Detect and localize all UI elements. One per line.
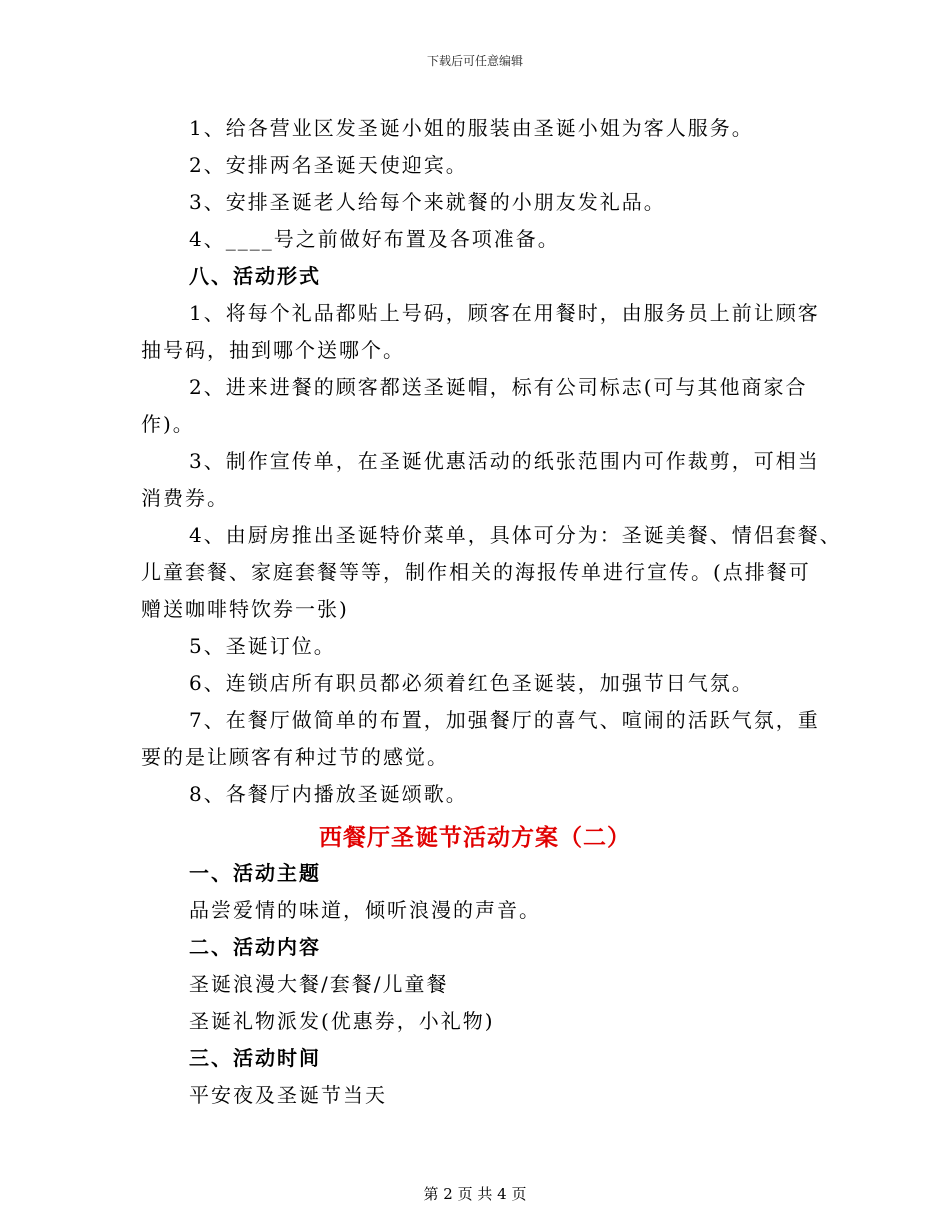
list-item: 1、给各营业区发圣诞小姐的服装由圣诞小姐为客人服务。: [189, 116, 754, 140]
section-heading: 八、活动形式: [189, 264, 321, 288]
paragraph-line: 圣诞浪漫大餐/套餐/儿童餐: [189, 972, 449, 996]
paragraph-line: 7、在餐厅做简单的布置，加强餐厅的喜气、喧闹的活跃气氛，重: [189, 708, 820, 732]
paragraph-line: 要的是让顾客有种过节的感觉。: [141, 745, 449, 769]
paragraph-line: 品尝爱情的味道，倾听浪漫的声音。: [189, 898, 541, 922]
list-item: 3、安排圣诞老人给每个来就餐的小朋友发礼品。: [189, 190, 666, 214]
page-number: 第 2 页 共 4 页: [423, 1185, 527, 1203]
list-item: 2、安排两名圣诞天使迎宾。: [189, 153, 468, 177]
section-heading: 三、活动时间: [189, 1046, 321, 1070]
list-item: 4、____号之前做好布置及各项准备。: [189, 227, 560, 251]
paragraph-line: 消费券。: [141, 486, 229, 510]
paragraph-line: 2、进来进餐的顾客都送圣诞帽，标有公司标志(可与其他商家合: [189, 375, 808, 399]
paragraph-line: 4、由厨房推出圣诞特价菜单，具体可分为：圣诞美餐、情侣套餐、: [189, 523, 842, 547]
paragraph-line: 赠送咖啡特饮券一张): [141, 597, 349, 621]
paragraph-line: 抽号码，抽到哪个送哪个。: [141, 338, 405, 362]
paragraph-line: 6、连锁店所有职员都必须着红色圣诞装，加强节日气氛。: [189, 671, 754, 695]
section-heading: 二、活动内容: [189, 935, 321, 959]
document-title: 西餐厅圣诞节活动方案（二）: [319, 824, 631, 851]
paragraph-line: 5、圣诞订位。: [189, 634, 336, 658]
paragraph-line: 圣诞礼物派发(优惠券，小礼物): [189, 1009, 495, 1033]
page-header: 下载后可任意编辑: [426, 54, 523, 68]
paragraph-line: 儿童套餐、家庭套餐等等，制作相关的海报传单进行宣传。(点排餐可: [141, 560, 811, 584]
paragraph-line: 作)。: [141, 412, 195, 436]
section-heading: 一、活动主题: [189, 861, 321, 885]
paragraph-line: 8、各餐厅内播放圣诞颂歌。: [189, 782, 468, 806]
paragraph-line: 平安夜及圣诞节当天: [189, 1083, 387, 1107]
paragraph-line: 3、制作宣传单，在圣诞优惠活动的纸张范围内可作裁剪，可相当: [189, 449, 820, 473]
paragraph-line: 1、将每个礼品都贴上号码，顾客在用餐时，由服务员上前让顾客: [189, 301, 820, 325]
